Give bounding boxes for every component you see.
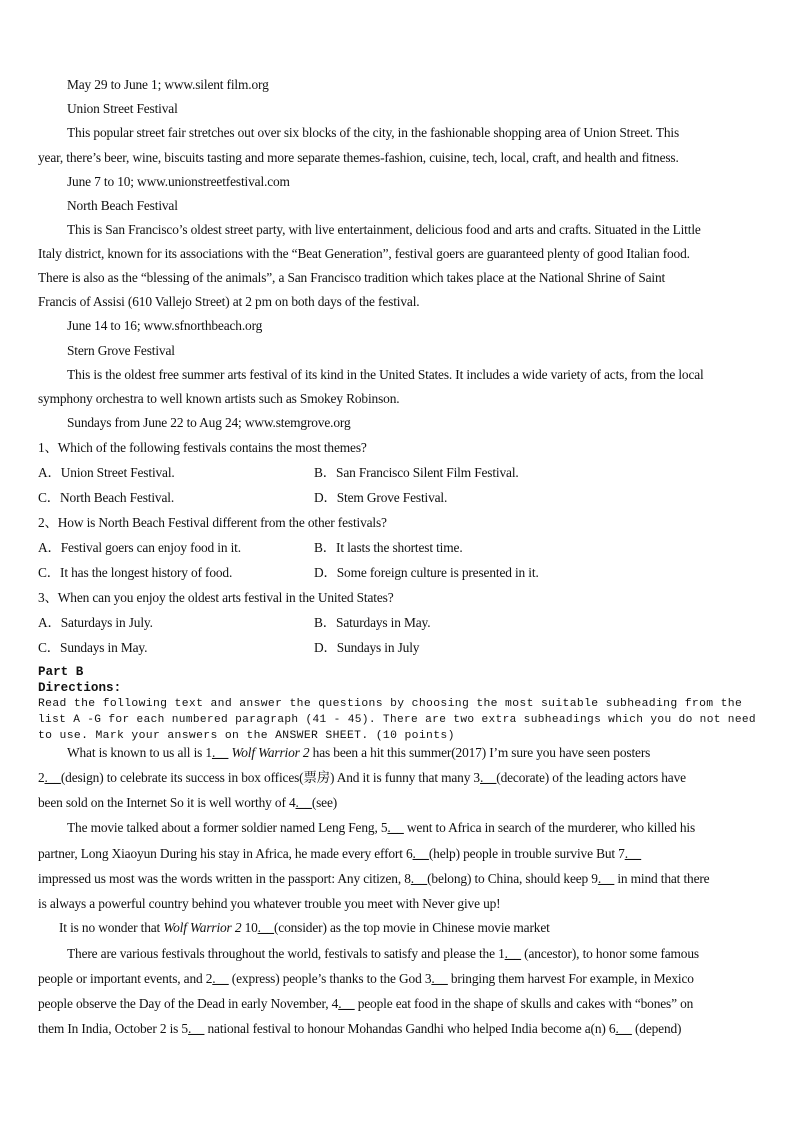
text: been sold on the Internet So it is well worthy of 4 (38, 795, 296, 810)
text: partner, Long Xiaoyun During his stay in Africa, he made every effort 6 (38, 846, 413, 861)
blank-6[interactable]: .__ (412, 846, 429, 861)
blank-8[interactable]: .__ (410, 871, 428, 886)
north-beach-title: North Beach Festival (67, 198, 178, 213)
text: bringing them harvest For example, in Mexico (447, 971, 694, 986)
text: national festival to honour Mohandas Gandhi who helped India become a(n) 6 (204, 1021, 616, 1036)
wolf-p3-line (59, 920, 550, 936)
question-2-option-d[interactable]: D．Some foreign culture is presented in it. (314, 565, 539, 580)
blank-6[interactable]: .__ (615, 1021, 632, 1036)
question-3-stem: 3、When can you enjoy the oldest arts festival in the United States? (38, 590, 394, 605)
blank-3[interactable]: .__ (479, 770, 497, 785)
stern-grove-dates: Sundays from June 22 to Aug 24; www.stemgrove.org (67, 415, 351, 430)
union-street-dates: June 7 to 10; www.unionstreetfestival.com (67, 174, 290, 189)
text: has been a hit this summer(2017) I’m sure you have seen posters (309, 745, 651, 760)
text: The movie talked about a former soldier named Leng Feng, 5 (67, 820, 388, 835)
text: in mind that there (614, 871, 710, 886)
north-beach-dates: June 14 to 16; www.sfnorthbeach.org (67, 318, 263, 333)
festivals-line-4 (38, 1021, 681, 1037)
movie-title: Wolf Warrior 2 (163, 920, 242, 935)
blank-5[interactable]: .__ (187, 1021, 205, 1036)
north-beach-body-2: Italy district, known for its associations with the “Beat Generation”, festival goers are guaranteed plenty of good Italian food. (38, 246, 690, 261)
question-2-option-a[interactable]: A．Festival goers can enjoy food in it. (38, 540, 241, 555)
blank-4[interactable]: .__ (338, 996, 355, 1011)
question-1-stem: 1、Which of the following festivals contains the most themes? (38, 440, 367, 455)
text: people or important events, and 2 (38, 971, 213, 986)
directions-line-1: Read the following text and answer the questions by choosing the most suitable subheading from the (38, 698, 743, 710)
question-1-option-b[interactable]: B．San Francisco Silent Film Festival. (314, 465, 519, 480)
question-3-option-b[interactable]: B．Saturdays in May. (314, 615, 431, 630)
text: (see) (311, 795, 338, 810)
text: impressed us most was the words written in the passport: Any citizen, 8 (38, 871, 411, 886)
wolf-p2-line-3 (38, 871, 709, 887)
silent-film-dates: May 29 to June 1; www.silent film.org (67, 77, 269, 92)
text: There are various festivals throughout the world, festivals to satisfy and please the 1 (67, 946, 505, 961)
wolf-p2-line-2 (38, 846, 641, 862)
question-2-option-b[interactable]: B．It lasts the shortest time. (314, 540, 463, 555)
stern-grove-body-2: symphony orchestra to well known artists such as Smokey Robinson. (38, 391, 400, 406)
blank-5[interactable]: .__ (387, 820, 404, 835)
stern-grove-title: Stern Grove Festival (67, 343, 175, 358)
blank-10[interactable]: .__ (257, 920, 274, 935)
text: (depend) (631, 1021, 682, 1036)
question-2-option-c[interactable]: C．It has the longest history of food. (38, 565, 233, 580)
question-3-option-a[interactable]: A．Saturdays in July. (38, 615, 153, 630)
stern-grove-body-1: This is the oldest free summer arts festival of its kind in the United States. It includes a wide variety of acts, from the local (67, 367, 704, 382)
text: people eat food in the shape of skulls and cakes with “bones” on (354, 996, 694, 1011)
text: went to Africa in search of the murderer, who killed his (403, 820, 696, 835)
blank-4[interactable]: .__ (295, 795, 312, 810)
wolf-p1-line-2 (38, 770, 686, 786)
blank-9[interactable]: .__ (597, 871, 615, 886)
text: 2 (38, 770, 45, 785)
blank-1[interactable]: .__ (211, 745, 229, 760)
text: (consider) as the top movie in Chinese movie market (273, 920, 550, 935)
question-2-stem: 2、How is North Beach Festival different from the other festivals? (38, 515, 387, 530)
wolf-p1-line-3 (38, 795, 337, 811)
question-3-option-d[interactable]: D．Sundays in July (314, 640, 420, 655)
text: (ancestor), to honor some famous (520, 946, 699, 961)
festivals-line-2 (38, 971, 694, 987)
blank-1[interactable]: .__ (504, 946, 521, 961)
blank-7[interactable]: .__ (624, 846, 641, 861)
text: (design) to celebrate its success in box offices(票房) And it is funny that many 3 (60, 770, 480, 785)
movie-title: Wolf Warrior 2 (231, 745, 310, 760)
text: What is known to us all is 1 (67, 745, 212, 760)
part-b-heading: Part B (38, 665, 84, 679)
festivals-line-1 (67, 946, 699, 962)
text: 10 (241, 920, 258, 935)
wolf-p2-line-4: is always a powerful country behind you whatever trouble you meet with Never give up! (38, 896, 501, 911)
union-street-body-2: year, there’s beer, wine, biscuits tasting and more separate themes-fashion, cuisine, tech, local, craft, and health and fitness. (38, 150, 679, 165)
text: them In India, October 2 is 5 (38, 1021, 188, 1036)
north-beach-body-1: This is San Francisco’s oldest street party, with live entertainment, delicious food and arts and crafts. Situated in the Little (67, 222, 701, 237)
wolf-p2-line-1 (67, 820, 695, 836)
directions-label: Directions: (38, 681, 122, 695)
blank-3[interactable]: .__ (431, 971, 448, 986)
text: (express) people’s thanks to the God 3 (228, 971, 432, 986)
question-1-option-c[interactable]: C．North Beach Festival. (38, 490, 175, 505)
festivals-line-3 (38, 996, 693, 1012)
text: It is no wonder that (59, 920, 164, 935)
north-beach-body-3: There is also as the “blessing of the animals”, a San Francisco tradition which takes place at the National Shrine of Saint (38, 270, 666, 285)
directions-line-2: list A -G for each numbered paragraph (41 - 45). There are two extra subheadings which you do not need (38, 714, 756, 726)
north-beach-body-4: Francis of Assisi (610 Vallejo Street) at 2 pm on both days of the festival. (38, 294, 420, 309)
blank-2[interactable]: .__ (212, 971, 229, 986)
text: (help) people in trouble survive But 7 (428, 846, 625, 861)
directions-line-3: to use. Mark your answers on the ANSWER SHEET. (10 points) (38, 730, 455, 742)
union-street-body-1: This popular street fair stretches out over six blocks of the city, in the fashionable shopping area of Union Street. This (67, 125, 680, 140)
blank-2[interactable]: .__ (44, 770, 61, 785)
text: (decorate) of the leading actors have (496, 770, 686, 785)
question-1-option-a[interactable]: A．Union Street Festival. (38, 465, 175, 480)
question-1-option-d[interactable]: D．Stem Grove Festival. (314, 490, 448, 505)
union-street-title: Union Street Festival (67, 101, 178, 116)
wolf-p1-line-1 (67, 745, 650, 761)
question-3-option-c[interactable]: C．Sundays in May. (38, 640, 148, 655)
text: (belong) to China, should keep 9 (427, 871, 598, 886)
text: people observe the Day of the Dead in early November, 4 (38, 996, 339, 1011)
